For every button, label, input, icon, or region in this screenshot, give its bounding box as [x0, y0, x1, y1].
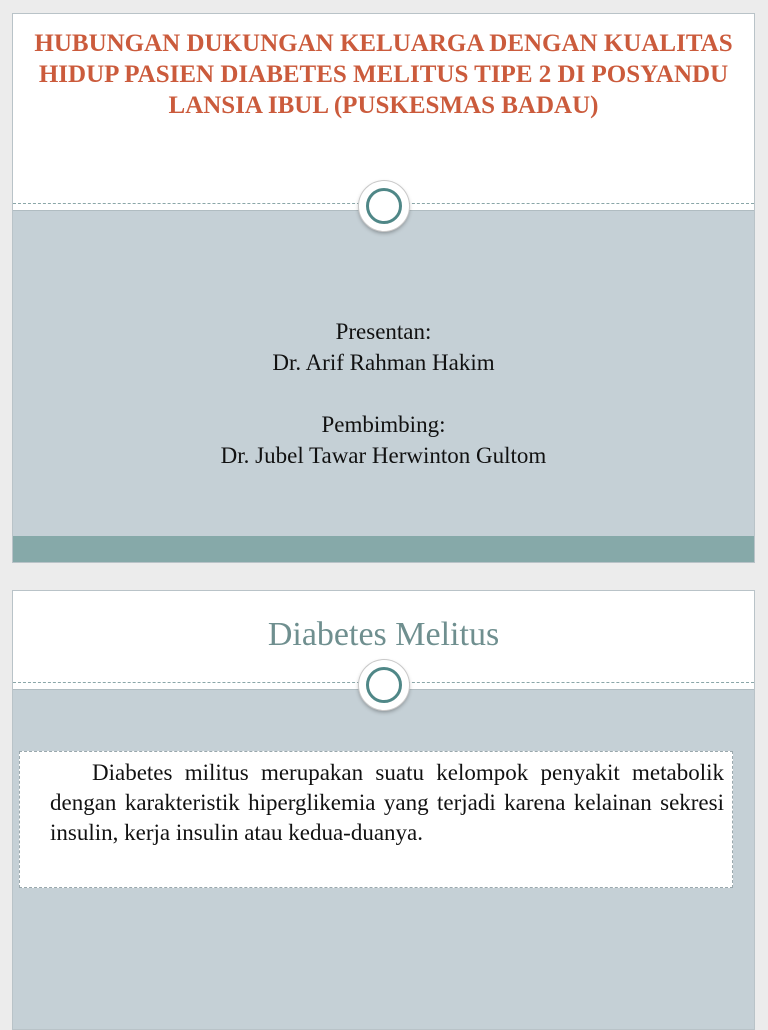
spacer [13, 378, 754, 409]
presenter-name: Dr. Arif Rahman Hakim [272, 350, 495, 375]
ring-ornament-icon [359, 660, 409, 710]
presenter-block [13, 316, 754, 471]
slide-definition [12, 590, 755, 1030]
supervisor-name: Dr. Jubel Tawar Herwinton Gultom [220, 443, 547, 468]
slide-heading: Diabetes Melitus [267, 616, 500, 653]
slide-header-area [13, 14, 754, 206]
ring-ornament-icon [359, 181, 409, 231]
definition-text: Diabetes militus merupakan suatu kelompok penyakit metabolik dengan karakteristik hiperglikemia yang terjadi karena kelainan sekresi insulin, kerja insulin atau kedua-duanya. [50, 760, 724, 845]
slide-title-text: HUBUNGAN DUKUNGAN KELUARGA DENGAN KUALITAS HIDUP PASIEN DIABETES MELITUS TIPE 2 DI POSYANDU LANSIA IBUL (PUSKESMAS BADAU) [34, 30, 733, 119]
definition-text-box [19, 751, 733, 888]
slide-title [12, 13, 755, 563]
presenter-label: Presentan: [335, 319, 432, 344]
footer-band [13, 536, 754, 562]
supervisor-label: Pembimbing: [321, 412, 446, 437]
